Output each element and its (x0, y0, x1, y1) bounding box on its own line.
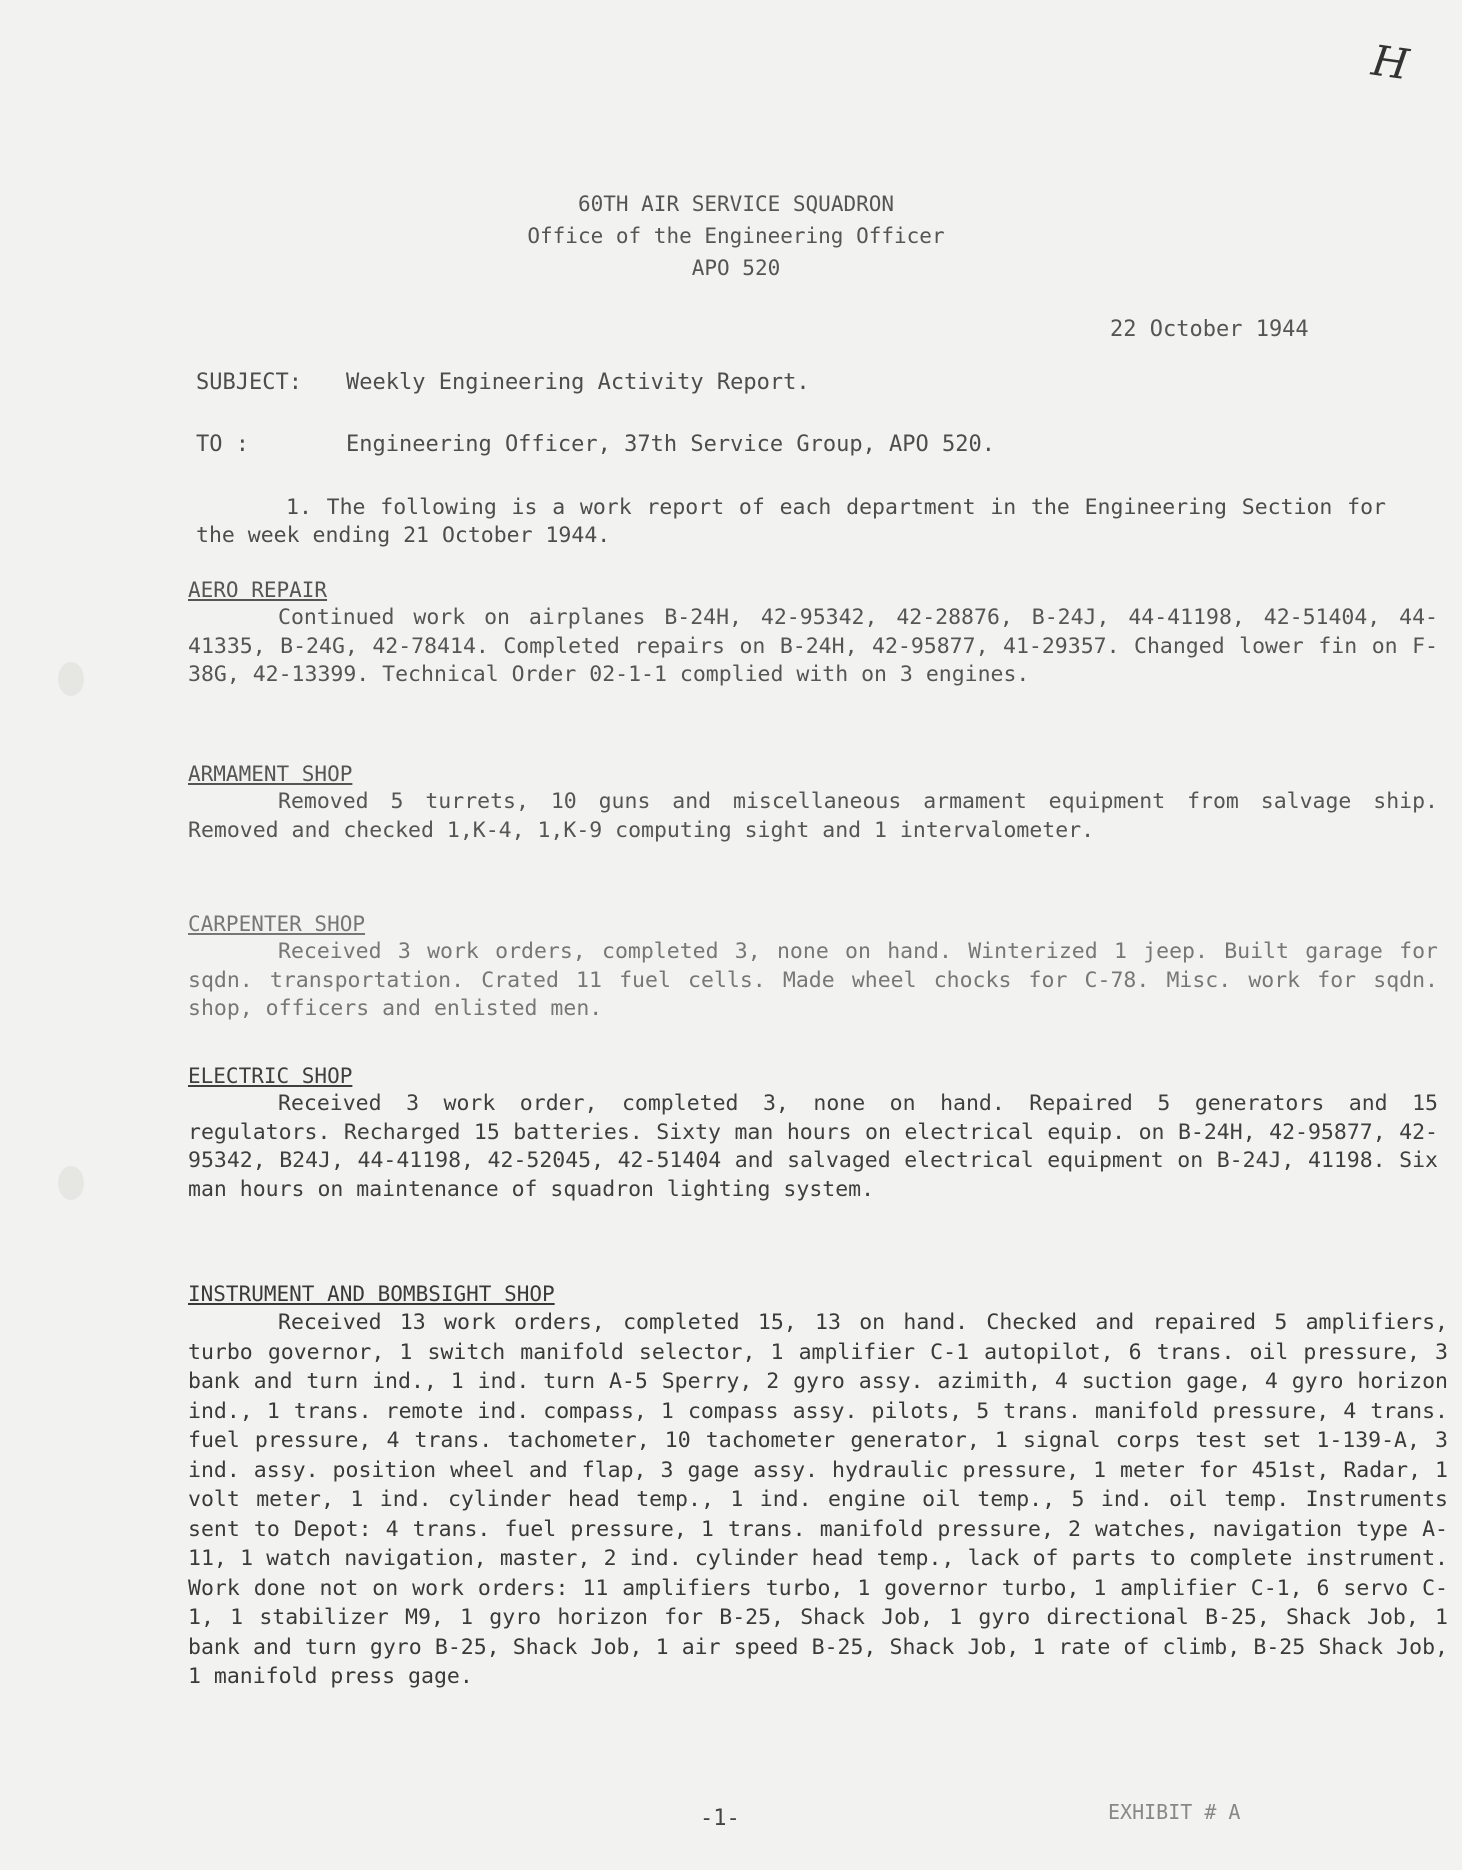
section-aero-repair (188, 576, 1438, 690)
subject-label: SUBJECT: (196, 370, 302, 395)
section-title: ELECTRIC SHOP (188, 1064, 353, 1088)
section-body: Continued work on airplanes B-24H, 42-95342, 42-28876, B-24J, 44-41198, 42-51404, 44-41335, B-24G, 42-78414. Completed repairs on B-24H, 42-95877, 41-29357. Changed lower fin on F-38G, 42-13399. Technical Order 02-1-1 complied with on 3 engines. (188, 605, 1438, 687)
subject-line (196, 370, 810, 395)
section-body: Removed 5 turrets, 10 guns and miscellaneous armament equipment from salvage ship. Removed and checked 1,K-4, 1,K-9 computing sight and 1 intervalometer. (188, 789, 1438, 843)
section-instrument-bombsight-shop (188, 1280, 1448, 1692)
section-title: AERO REPAIR (188, 578, 328, 602)
document-date: 22 October 1944 (1110, 317, 1309, 342)
handwritten-page-mark: H (1368, 35, 1412, 90)
to-label: TO : (196, 432, 249, 457)
section-body: Received 13 work orders, completed 15, 13 on hand. Checked and repaired 5 amplifiers, turbo governor, 1 switch manifold selector, 1 amplifier C-1 autopilot, 6 trans. oil pressure, 3 bank and turn ind., 1 ind. turn A-5 Sperry, 2 gyro assy. azimith, 4 suction gage, 4 gyro horizon ind., 1 trans. remote ind. compass, 1 compass assy. pilots, 5 trans. manifold pressure, 4 trans. fuel pressure, 4 trans. tachometer, 10 tachometer generator, 1 signal corps test set 1-139-A, 3 ind. assy. position wheel and flap, 3 gage assy. hydraulic pressure, 1 meter for 451st, Radar, 1 volt meter, 1 ind. cylinder head temp., 1 ind. engine oil temp., 5 ind. oil temp. Instruments sent to Depot: 4 trans. fuel pressure, 1 trans. manifold pressure, 2 watches, navigation type A-11, 1 watch navigation, master, 2 ind. cylinder head temp., lack of parts to complete instrument. Work done not on work orders: 11 amplifiers turbo, 1 governor turbo, 1 amplifier C-1, 6 servo C-1, 1 stabilizer M9, 1 gyro horizon for B-25, Shack Job, 1 gyro directional B-25, Shack Job, 1 bank and turn gyro B-25, Shack Job, 1 air speed B-25, Shack Job, 1 rate of climb, B-25 Shack Job, 1 manifold press gage. (188, 1310, 1448, 1689)
section-title: INSTRUMENT AND BOMBSIGHT SHOP (188, 1282, 555, 1306)
section-title: ARMAMENT SHOP (188, 762, 353, 786)
section-body: Received 3 work order, completed 3, none on hand. Repaired 5 generators and 15 regulators. Recharged 15 batteries. Sixty man hours on electrical equip. on B-24H, 42-95877, 42-95342, B24J, 44-41198, 42-52045, 42-51404 and salvaged electrical equipment on B-24J, 41198. Six man hours on maintenance of squadron lighting system. (188, 1091, 1438, 1202)
punch-hole-mark (58, 662, 84, 696)
exhibit-label: EXHIBIT # A (1108, 1800, 1241, 1824)
intro-paragraph (196, 494, 1386, 550)
section-electric-shop (188, 1062, 1438, 1204)
to-value: Engineering Officer, 37th Service Group, APO 520. (346, 432, 996, 457)
apo-number: APO 520 (691, 256, 781, 280)
office-name: Office of the Engineering Officer (527, 224, 945, 248)
to-line (196, 432, 995, 457)
punch-hole-mark (58, 1166, 84, 1200)
section-body: Received 3 work orders, completed 3, none on hand. Winterized 1 jeep. Built garage for sqdn. transportation. Crated 11 fuel cells. Made wheel chocks for C-78. Misc. work for sqdn. shop, officers and enlisted men. (188, 939, 1438, 1021)
letterhead (0, 188, 1462, 284)
section-title: CARPENTER SHOP (188, 912, 366, 936)
squadron-name: 60TH AIR SERVICE SQUADRON (577, 192, 895, 216)
page-number: -1- (700, 1806, 740, 1831)
subject-value: Weekly Engineering Activity Report. (346, 370, 810, 395)
section-armament-shop (188, 760, 1438, 845)
section-carpenter-shop (188, 910, 1438, 1024)
intro-text: 1. The following is a work report of each department in the Engineering Section for the week ending 21 October 1944. (196, 495, 1386, 548)
